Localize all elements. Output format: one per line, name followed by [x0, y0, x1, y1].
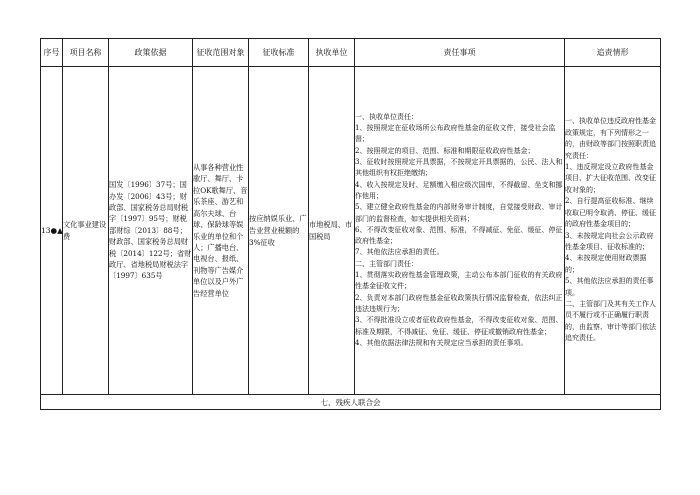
duty-line: 2、负责对本部门政府性基金征收政策执行情况监督检查，依法纠正违法违规行为； — [355, 293, 563, 313]
accountability-line: 3、未按规定向社会公示政府性基金项目、征收标准的； — [565, 231, 654, 251]
header-standard: 征收标准 — [249, 39, 309, 67]
duty-line: 3、不得批准设立或者征收政府性基金，不得改变征收对象、范围、标准及期限，不得减征、免征、缓征、停征或撤销政府性基金； — [355, 316, 563, 336]
accountability-line: 一、执收单位违反政府性基金政策规定，有下列情形之一的，由财政等部门按照职责追究责任： — [565, 117, 656, 160]
duty-line: 一、执收单位责任： — [355, 112, 418, 121]
accountability-line: 1、违反规定设立政府性基金项目、扩大征收范围、改变征收对象的； — [565, 163, 656, 194]
section-row — [41, 395, 661, 410]
duty-line: 3、征收时按照规定开具票据，不按规定开具票据的，公民、法人和其他组织有权拒绝缴纳； — [355, 158, 563, 178]
header-duty: 责任事项 — [355, 39, 565, 67]
fee-table — [40, 38, 661, 410]
row-unit: 市地税局、市国税局 — [309, 67, 355, 395]
duty-line: 2、按照规定的项目、范围、标准和期限征收政府性基金； — [355, 146, 535, 155]
duty-line: 1、贯彻落实政府性基金管理政策，主动公布本部门征收的有关政府性基金征收文件； — [355, 271, 563, 291]
duty-line: 6、不得改变征收对象、范围、标准，不得减征、免征、缓征、停征政府性基金； — [355, 225, 563, 246]
duty-line: 二、主管部门责任： — [355, 259, 418, 268]
duty-line: 1、按照规定在征收场所公布政府性基金的征收文件，接受社会监督； — [355, 124, 556, 144]
row-scope: 从事各种营业性歌厅、舞厅、卡拉OK歌舞厅、音乐茶座、游艺和高尔夫球、台球、保龄球等娱乐业的单位和个人；广播电台、电视台、报纸、刊物等广告媒介单位以及户外广告经营单位 — [193, 67, 249, 395]
row-name: 文化事业建设费 — [63, 67, 109, 395]
section-title: 七、残疾人联合会 — [41, 395, 661, 410]
table-row — [41, 67, 661, 395]
header-name: 项目名称 — [63, 39, 109, 67]
duty-line: 5、建立健全政府性基金的内部财务审计制度，自觉接受财政、审计部门的监督检查，如实提供相关资料； — [355, 203, 563, 223]
accountability-line: 4、未按规定使用财政票据的； — [565, 254, 647, 274]
duty-line: 4、收入按规定及时、足额缴入相应级次国库，不得截留、坐支和挪作他用； — [355, 180, 563, 200]
row-basis: 国发〔1996〕37号；国办发〔2006〕43号；财政部、国家税务总局财税字〔1997〕95号；财税部财综〔2013〕88号；财政部、国家税务总局财税〔2014〕122号；省财政厅、省地税局财税法字〔1997〕635号 — [109, 67, 193, 395]
accountability-line: 5、其他依法应承担的责任事项。 — [565, 277, 654, 297]
row-duty — [355, 67, 565, 395]
accountability-line: 二、主管部门及其有关工作人员不履行或不正确履行职责的，由监察、审计等部门依法追究责任。 — [565, 299, 656, 343]
duty-line: 4、其他依据法律法规和有关规定应当承担的责任事项。 — [355, 338, 528, 347]
row-standard: 按应纳娱乐业、广告业营业税额的3%征收 — [249, 67, 309, 395]
header-unit: 执收单位 — [309, 39, 355, 67]
duty-line: 7、其他依法应承担的责任。 — [355, 248, 444, 257]
header-scope: 征收范围对象 — [193, 39, 249, 67]
row-seq: 13●▲ — [41, 67, 63, 395]
accountability-line: 2、自行提高征收标准、继续收取已明令取消、停征、缓征的政府性基金项目的； — [565, 197, 656, 229]
row-accountability — [565, 67, 661, 395]
header-seq: 序号 — [41, 39, 63, 67]
header-accountability: 追责情形 — [565, 39, 661, 67]
table-header-row — [41, 39, 661, 67]
header-basis: 政策依据 — [109, 39, 193, 67]
